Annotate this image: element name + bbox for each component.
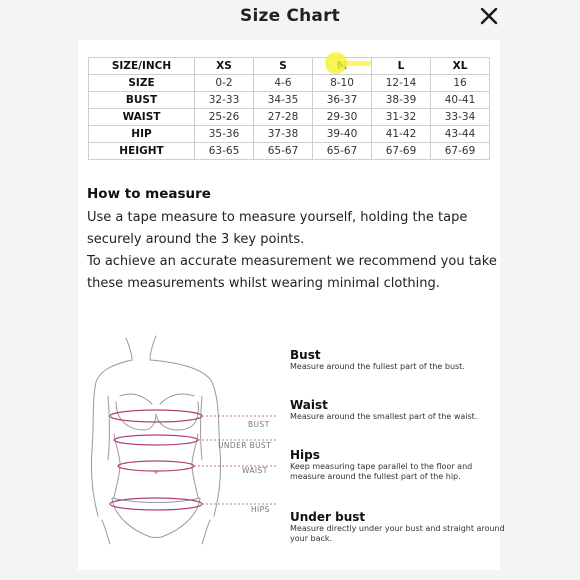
under-bust-measurement-label: UNDER BUST xyxy=(218,441,272,450)
table-cell: 35-36 xyxy=(195,126,254,143)
page-title: Size Chart xyxy=(240,6,340,26)
table-cell: 63-65 xyxy=(195,143,254,160)
row-label: HEIGHT xyxy=(89,143,195,160)
definition-hips xyxy=(290,448,505,481)
table-cell: 65-67 xyxy=(254,143,313,160)
definition-text: Keep measuring tape parallel to the floor and measure around the fullest part of the hip. xyxy=(290,462,473,481)
bust-measurement-label: BUST xyxy=(248,420,270,429)
table-cell: 38-39 xyxy=(372,92,431,109)
row-label: BUST xyxy=(89,92,195,109)
table-cell: 27-28 xyxy=(254,109,313,126)
table-row xyxy=(89,126,490,143)
instruction-paragraph: Use a tape measure to measure yourself, holding the tape securely around the 3 key points. xyxy=(87,210,468,247)
table-row xyxy=(89,109,490,126)
table-cell: 67-69 xyxy=(431,143,490,160)
table-header-row xyxy=(89,58,490,75)
table-cell: 4-6 xyxy=(254,75,313,92)
hips-measurement-label: HIPS xyxy=(251,505,270,514)
instruction-paragraph: To achieve an accurate measurement we recommend you take these measurements whilst wearing minimal clothing. xyxy=(87,254,497,291)
table-cell: 41-42 xyxy=(372,126,431,143)
table-cell: 0-2 xyxy=(195,75,254,92)
table-cell: 12-14 xyxy=(372,75,431,92)
column-header-xs: XS xyxy=(195,58,254,75)
table-cell: 33-34 xyxy=(431,109,490,126)
row-label: WAIST xyxy=(89,109,195,126)
definition-title: Waist xyxy=(290,398,328,412)
definition-bust xyxy=(290,348,505,372)
header xyxy=(0,0,580,38)
section-heading: How to measure xyxy=(87,186,211,202)
size-table xyxy=(88,57,490,160)
definition-title: Hips xyxy=(290,448,320,462)
column-header: SIZE/INCH xyxy=(89,58,195,75)
table-row xyxy=(89,92,490,109)
definition-text: Measure directly under your bust and straight around your back. xyxy=(290,524,505,543)
row-label: HIP xyxy=(89,126,195,143)
how-to-measure-section xyxy=(87,186,497,295)
column-header-l: L xyxy=(372,58,431,75)
table-cell: 16 xyxy=(431,75,490,92)
definition-title: Bust xyxy=(290,348,321,362)
table-row xyxy=(89,75,490,92)
table-cell: 32-33 xyxy=(195,92,254,109)
table-cell: 67-69 xyxy=(372,143,431,160)
table-row xyxy=(89,143,490,160)
highlight-stroke xyxy=(342,61,372,66)
table-cell: 8-10 xyxy=(313,75,372,92)
column-header-xl: XL xyxy=(431,58,490,75)
close-icon xyxy=(478,5,500,27)
table-cell: 31-32 xyxy=(372,109,431,126)
table-cell: 25-26 xyxy=(195,109,254,126)
table-cell: 34-35 xyxy=(254,92,313,109)
definition-text: Measure around the fullest part of the bust. xyxy=(290,362,465,371)
definition-title: Under bust xyxy=(290,510,366,524)
definition-waist xyxy=(290,398,505,422)
definition-text: Measure around the smallest part of the waist. xyxy=(290,412,478,421)
table-cell: 40-41 xyxy=(431,92,490,109)
table-cell: 65-67 xyxy=(313,143,372,160)
table-cell: 43-44 xyxy=(431,126,490,143)
table-cell: 39-40 xyxy=(313,126,372,143)
waist-measurement-label: WAIST xyxy=(242,466,268,475)
close-button[interactable] xyxy=(478,5,500,27)
column-header-s: S xyxy=(254,58,313,75)
table-cell: 29-30 xyxy=(313,109,372,126)
definition-under-bust xyxy=(290,510,505,543)
table-cell: 36-37 xyxy=(313,92,372,109)
table-cell: 37-38 xyxy=(254,126,313,143)
body-measurement-figure xyxy=(86,330,286,545)
row-label: SIZE xyxy=(89,75,195,92)
